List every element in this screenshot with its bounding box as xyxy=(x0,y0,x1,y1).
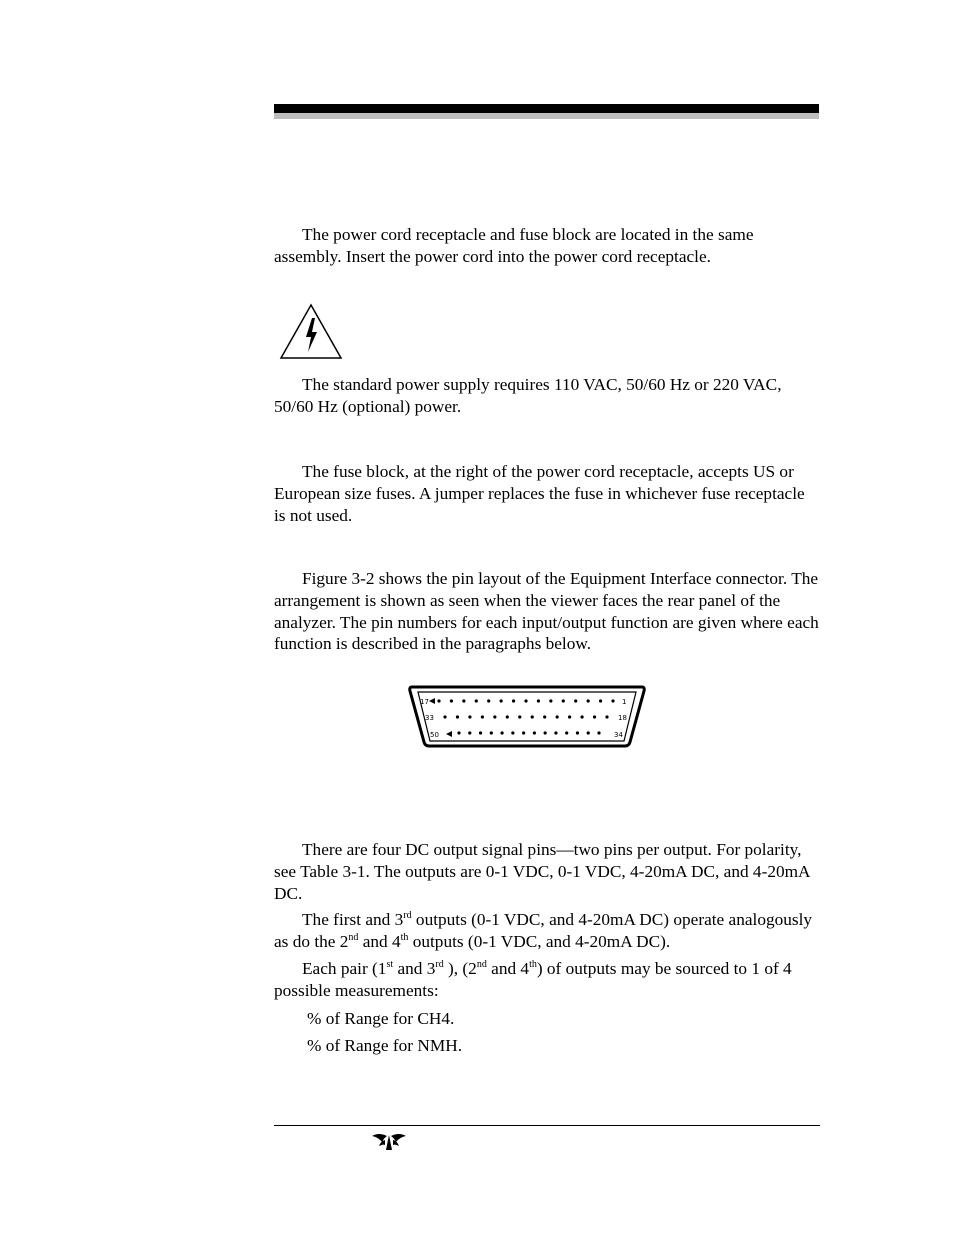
connector-pins xyxy=(437,699,614,734)
connector-pin xyxy=(605,715,608,718)
connector-pin xyxy=(611,699,614,702)
footer-rule xyxy=(274,1125,820,1126)
paragraph-power-supply: The standard power supply requires 110 VAC, 50/60 Hz or 220 VAC, 50/60 Hz (optional) power. xyxy=(274,375,782,416)
connector-pin xyxy=(487,699,490,702)
connector-pin xyxy=(462,699,465,702)
list-item-ch4: % of Range for CH4. xyxy=(307,1009,455,1028)
connector-pin xyxy=(537,699,540,702)
header-rule-black xyxy=(274,104,819,113)
pin-label-1: 1 xyxy=(622,698,627,706)
connector-pin xyxy=(556,715,559,718)
connector-pin xyxy=(456,715,459,718)
connector-pin xyxy=(593,715,596,718)
connector-pin xyxy=(493,715,496,718)
connector-pin xyxy=(506,715,509,718)
connector-pin xyxy=(574,699,577,702)
pin-label-33: 33 xyxy=(425,714,434,722)
pin-label-34: 34 xyxy=(614,731,623,739)
connector-pin xyxy=(554,731,557,734)
connector-pin xyxy=(524,699,527,702)
connector-pin xyxy=(580,715,583,718)
connector-pin xyxy=(531,715,534,718)
arrow-top-left xyxy=(429,698,435,704)
paragraph-output-pairs: Each pair (1st and 3rd ), (2nd and 4th) of outputs may be sourced to 1 of 4 possible measurements: xyxy=(274,959,792,1000)
paragraph-fuse-block: The fuse block, at the right of the power cord receptacle, accepts US or European size fuses. A jumper replaces the fuse in whichever fuse receptacle is not used. xyxy=(274,462,805,525)
connector-pin xyxy=(468,731,471,734)
connector-pin xyxy=(562,699,565,702)
connector-pin xyxy=(533,731,536,734)
connector-pin xyxy=(599,699,602,702)
pin-label-50: 50 xyxy=(430,731,439,739)
connector-pin xyxy=(518,715,521,718)
connector-pin xyxy=(597,731,600,734)
equipment-interface-connector-diagram xyxy=(408,685,646,748)
connector-pin xyxy=(468,715,471,718)
connector-pin xyxy=(549,699,552,702)
connector-pin xyxy=(437,699,440,702)
connector-pin xyxy=(544,731,547,734)
connector-pin xyxy=(543,715,546,718)
connector-pin xyxy=(587,699,590,702)
connector-pin xyxy=(475,699,478,702)
paragraph-dc-outputs: There are four DC output signal pins—two pins per output. For polarity, see Table 3-1. The outputs are 0-1 VDC, 0-1 VDC, 4-20mA DC, and 4-20mA DC. xyxy=(274,840,810,903)
pin-label-18: 18 xyxy=(618,714,627,722)
pin-label-17: 17 xyxy=(420,698,429,706)
list-item-nmh: % of Range for NMH. xyxy=(307,1036,463,1055)
connector-pin xyxy=(450,699,453,702)
connector-pin xyxy=(512,699,515,702)
connector-pin xyxy=(490,731,493,734)
teledyne-logo-icon xyxy=(371,1131,407,1151)
connector-pin xyxy=(511,731,514,734)
high-voltage-warning-icon xyxy=(279,302,343,360)
connector-pin xyxy=(443,715,446,718)
connector-pin xyxy=(565,731,568,734)
paragraph-outputs-analogous: The first and 3rd outputs (0-1 VDC, and 4-20mA DC) operate analogously as do the 2nd and 4th outputs (0-1 VDC, and 4-20mA DC). xyxy=(274,910,813,951)
arrow-bottom-left xyxy=(446,731,452,737)
connector-pin xyxy=(587,731,590,734)
connector-pin xyxy=(568,715,571,718)
connector-pin xyxy=(500,731,503,734)
connector-pin xyxy=(481,715,484,718)
header-rule-grey xyxy=(274,113,819,119)
paragraph-power-cord: The power cord receptacle and fuse block are located in the same assembly. Insert the power cord into the power cord receptacle. xyxy=(274,225,754,266)
paragraph-figure-reference: Figure 3-2 shows the pin layout of the Equipment Interface connector. The arrangement is shown as seen when the viewer faces the rear panel of the analyzer. The pin numbers for each input/output function are given where each function is described in the paragraphs below. xyxy=(274,569,819,654)
connector-pin xyxy=(500,699,503,702)
connector-pin xyxy=(522,731,525,734)
connector-pin xyxy=(576,731,579,734)
connector-pin xyxy=(479,731,482,734)
connector-pin xyxy=(457,731,460,734)
